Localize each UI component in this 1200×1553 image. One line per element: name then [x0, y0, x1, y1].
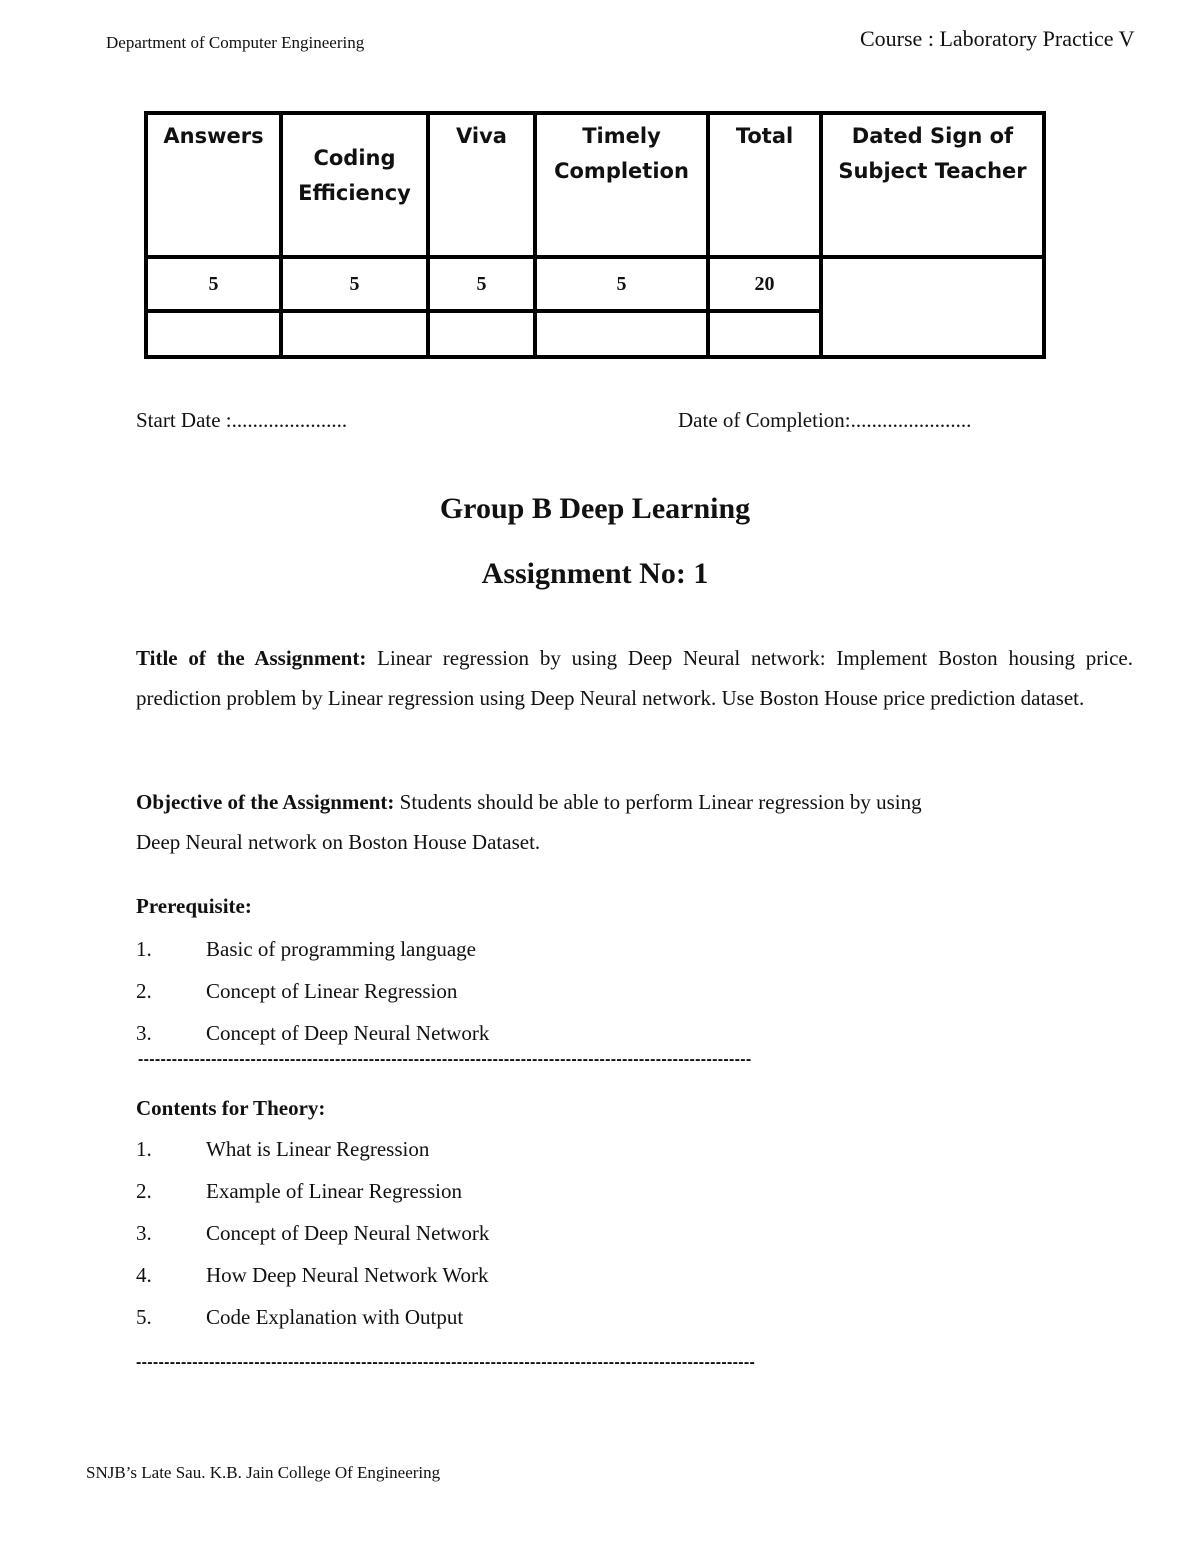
obtained-coding-efficiency — [281, 311, 428, 357]
list-item — [136, 928, 489, 970]
header-coding-efficiency — [281, 113, 428, 257]
list-item — [136, 1128, 489, 1170]
sign-cell — [821, 257, 1044, 357]
list-item-text: How Deep Neural Network Work — [206, 1263, 489, 1287]
max-total: 20 — [708, 257, 821, 311]
header-dated-sign-text: Dated Sign of Subject Teacher — [838, 124, 1027, 183]
group-title: Group B Deep Learning — [439, 492, 751, 525]
list-item-text: What is Linear Regression — [206, 1137, 430, 1161]
prerequisite-list — [136, 928, 489, 1054]
marks-header-row — [146, 113, 1044, 257]
list-item-text: Concept of Deep Neural Network — [206, 1021, 490, 1045]
list-item-number: 4. — [136, 1263, 152, 1287]
objective-text-2: Deep Neural network on Boston House Dataset. — [136, 830, 541, 854]
list-item — [136, 1212, 489, 1254]
list-item — [136, 1170, 489, 1212]
list-item — [136, 1296, 489, 1338]
list-item-text: Concept of Linear Regression — [206, 979, 458, 1003]
list-item — [136, 970, 489, 1012]
list-item — [136, 1254, 489, 1296]
header-total: Total — [708, 113, 821, 257]
list-item-number: 2. — [136, 979, 152, 1003]
start-date: Start Date :...................... — [136, 408, 348, 432]
header-coding-efficiency-text: Coding Efficiency — [298, 146, 411, 205]
completion-date: Date of Completion:....................... — [678, 408, 972, 432]
marks-max-row — [146, 257, 1044, 311]
theory-heading: Contents for Theory: — [136, 1096, 326, 1120]
list-item-number: 1. — [136, 937, 152, 961]
assignment-title-paragraph — [136, 638, 1133, 718]
max-answers: 5 — [146, 257, 281, 311]
obtained-answers — [146, 311, 281, 357]
header-course: Course : Laboratory Practice V — [860, 26, 1135, 51]
list-item — [136, 1012, 489, 1054]
marks-table — [144, 111, 1046, 359]
obtained-total — [708, 311, 821, 357]
obtained-timely-completion — [535, 311, 708, 357]
objective-paragraph — [136, 782, 1133, 862]
header-department: Department of Computer Engineering — [106, 33, 365, 52]
title-label: Title of the Assignment: — [136, 646, 367, 670]
max-timely-completion: 5 — [535, 257, 708, 311]
divider-2: -------------------------------------------------------------------------------------------------------------- — [136, 1354, 756, 1371]
theory-list — [136, 1128, 489, 1338]
list-item-number: 2. — [136, 1179, 152, 1203]
header-dated-sign — [821, 113, 1044, 257]
list-item-text: Concept of Deep Neural Network — [206, 1221, 490, 1245]
objective-label: Objective of the Assignment: — [136, 790, 395, 814]
list-item-number: 3. — [136, 1021, 152, 1045]
list-item-number: 3. — [136, 1221, 152, 1245]
assignment-number: Assignment No: 1 — [481, 557, 709, 590]
header-viva: Viva — [428, 113, 535, 257]
list-item-text: Example of Linear Regression — [206, 1179, 462, 1203]
obtained-viva — [428, 311, 535, 357]
list-item-number: 5. — [136, 1305, 152, 1329]
list-item-text: Basic of programming language — [206, 937, 477, 961]
list-item-text: Code Explanation with Output — [206, 1305, 464, 1329]
title-text: Linear regression by using Deep Neural network: Implement Boston housing price. prediction problem by Linear regression using Deep Neural network. Use Boston House price prediction dataset. — [136, 646, 1133, 710]
header-timely-completion-text: Timely Completion — [554, 124, 689, 183]
objective-text-1: Students should be able to perform Linear regression by using — [394, 790, 922, 814]
divider-1: ------------------------------------------------------------------------------------------------------------- — [138, 1051, 752, 1068]
max-coding-efficiency: 5 — [281, 257, 428, 311]
header-answers: Answers — [146, 113, 281, 257]
list-item-number: 1. — [136, 1137, 152, 1161]
max-viva: 5 — [428, 257, 535, 311]
footer-college: SNJB’s Late Sau. K.B. Jain College Of Engineering — [86, 1463, 441, 1482]
prerequisite-heading: Prerequisite: — [136, 894, 252, 918]
header-timely-completion — [535, 113, 708, 257]
